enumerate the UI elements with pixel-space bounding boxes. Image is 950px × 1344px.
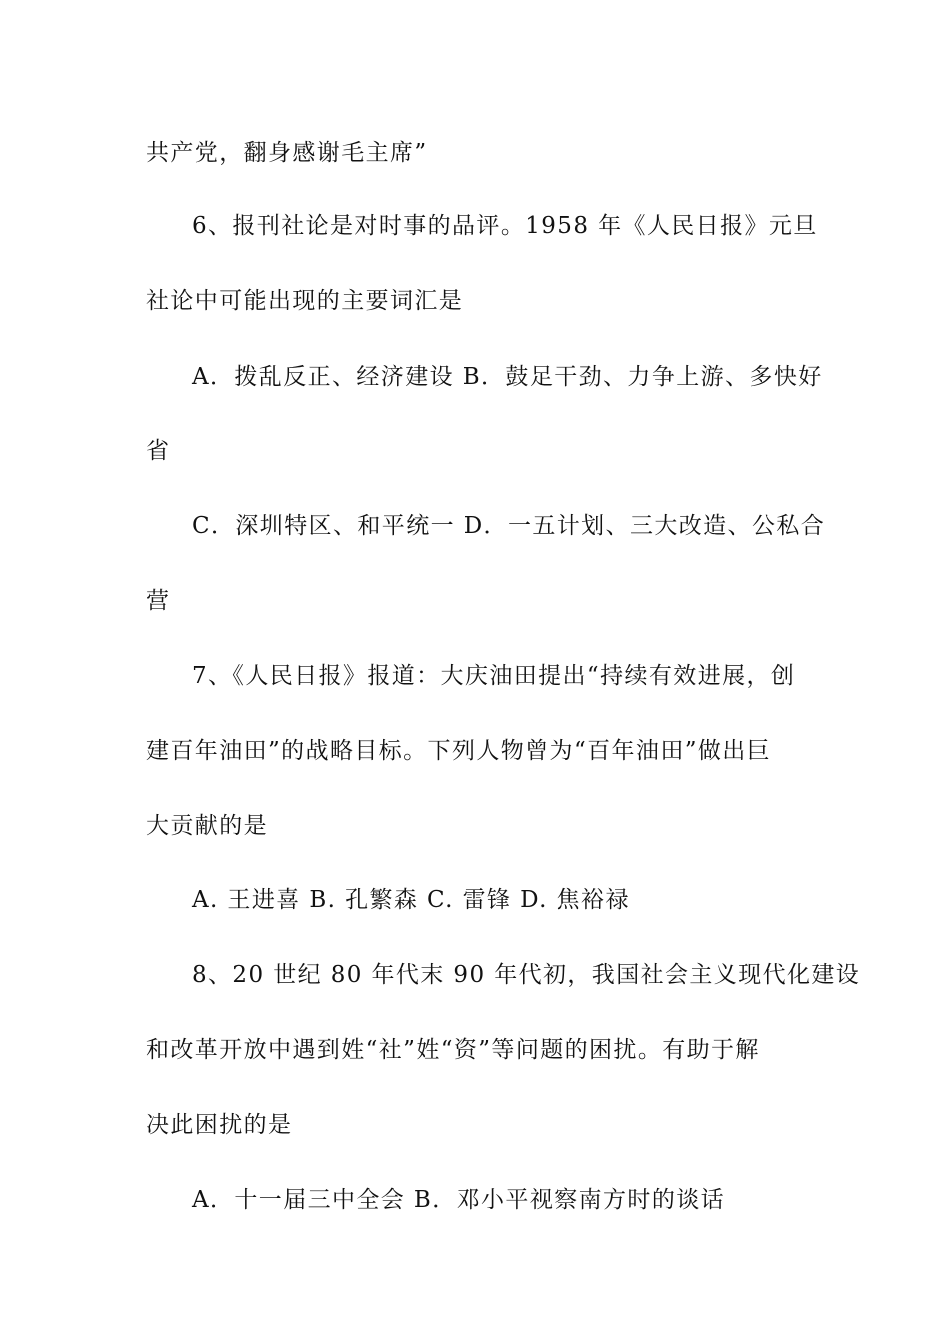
question-8-stem: 8、20 世纪 80 年代末 90 年代初，我国社会主义现代化建设 bbox=[192, 962, 861, 988]
text-line: 大贡献的是 bbox=[146, 813, 268, 839]
question-6-stem: 6、报刊社论是对时事的品评。1958 年《人民日报》元旦 bbox=[192, 213, 818, 239]
text-line: 营 bbox=[146, 588, 171, 614]
question-7-stem: 7、《人民日报》报道：大庆油田提出“持续有效进展，创 bbox=[192, 663, 796, 689]
question-8-options-ab: A．十一届三中全会 B．邓小平视察南方时的谈话 bbox=[192, 1187, 726, 1213]
question-7-options: A. 王进喜 B. 孔繁森 C. 雷锋 D. 焦裕禄 bbox=[192, 887, 630, 913]
text-line: 和改革开放中遇到姓“社”姓“资”等问题的困扰。有助于解 bbox=[146, 1037, 760, 1063]
question-6-options-cd: C．深圳特区、和平统一 D．一五计划、三大改造、公私合 bbox=[192, 513, 826, 539]
text-line: 决此困扰的是 bbox=[146, 1112, 293, 1138]
text-line: 社论中可能出现的主要词汇是 bbox=[146, 288, 464, 314]
text-line: 建百年油田”的战略目标。下列人物曾为“百年油田”做出巨 bbox=[146, 738, 772, 764]
question-6-options-ab: A．拨乱反正、经济建设 B．鼓足干劲、力争上游、多快好 bbox=[192, 364, 823, 390]
text-line: 共产党，翻身感谢毛主席” bbox=[146, 140, 428, 166]
text-line: 省 bbox=[146, 438, 171, 464]
